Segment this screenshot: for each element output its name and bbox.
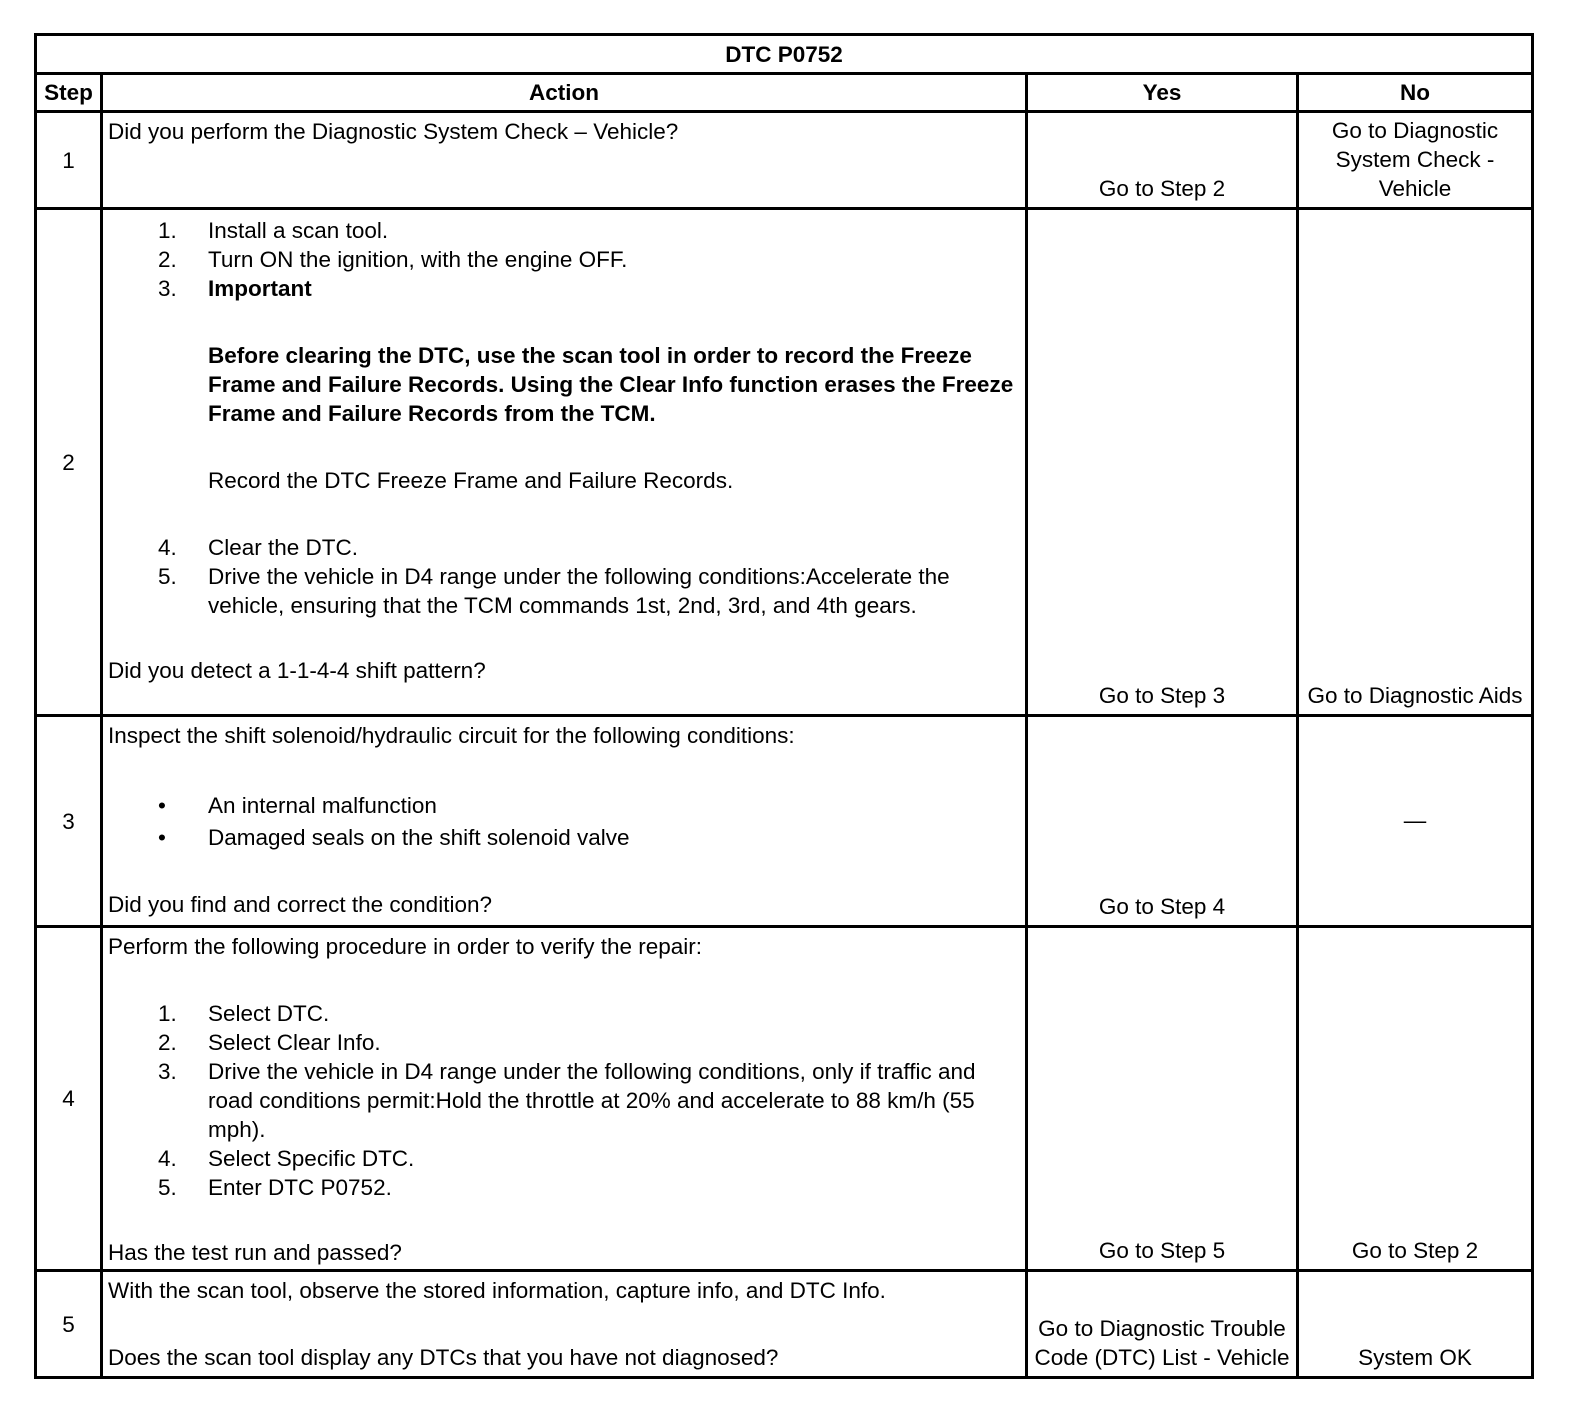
table-title: DTC P0752 [36,35,1533,74]
item-number: 5. [158,1175,177,1200]
header-yes: Yes [1027,74,1298,112]
item-text: Select DTC. [208,1001,330,1026]
procedure-list [108,999,1019,1202]
yes-cell: Go to Step 5 [1027,927,1298,1271]
table-row-step-1 [36,112,1533,209]
step-number: 1 [36,112,102,209]
list-item [158,562,1019,620]
yes-cell: Go to Step 4 [1027,716,1298,927]
item-text: Record the DTC Freeze Frame and Failure Records. [208,468,734,493]
condition-list [108,790,1019,854]
item-text: Drive the vehicle in D4 range under the following conditions, only if traffic and road conditions permit:Hold the throttle at 20% and accelerate to 88 km/h (55 mph). [208,1059,976,1142]
action-intro: Inspect the shift solenoid/hydraulic circuit for the following conditions: [108,723,795,748]
item-number: 2. [158,247,177,272]
item-text: Turn ON the ignition, with the engine OFF. [208,247,628,272]
item-number: 4. [158,535,177,560]
action-cell [102,716,1027,927]
action-cell [102,209,1027,716]
list-item [158,216,1019,245]
item-text: Clear the DTC. [208,535,359,560]
table-title-row [36,35,1533,74]
item-number: 3. [158,1059,177,1084]
table-row-step-4 [36,927,1533,1271]
yes-cell: Go to Step 2 [1027,112,1298,209]
action-cell [102,927,1027,1271]
yes-cell: Go to Step 3 [1027,209,1298,716]
list-item [158,1173,1019,1202]
dtc-table [34,33,1534,1379]
list-item [158,1028,1019,1057]
step-number: 4 [36,927,102,1271]
no-cell: — [1298,716,1533,927]
action-cell [102,1271,1027,1378]
action-cell [102,112,1027,209]
header-step: Step [36,74,102,112]
item-number: 5. [158,564,177,589]
step-number: 5 [36,1271,102,1378]
table-row-step-5 [36,1271,1533,1378]
item-number: 4. [158,1146,177,1171]
item-number: 1. [158,1001,177,1026]
item-text: Select Specific DTC. [208,1146,415,1171]
action-intro: With the scan tool, observe the stored information, capture info, and DTC Info. [108,1278,886,1303]
item-text: Select Clear Info. [208,1030,381,1055]
action-question: Does the scan tool display any DTCs that you have not diagnosed? [108,1345,779,1370]
yes-cell: Go to Diagnostic Trouble Code (DTC) List - Vehicle [1027,1271,1298,1378]
item-text: Install a scan tool. [208,218,389,243]
action-question: Did you find and correct the condition? [108,892,492,917]
table-row-step-3 [36,716,1533,927]
header-row [36,74,1533,112]
step-number: 2 [36,209,102,716]
important-note: Before clearing the DTC, use the scan tool in order to record the Freeze Frame and Failure Records. Using the Clear Info function erases the Freeze Frame and Failure Records from the TCM. [208,343,1014,426]
item-number: 2. [158,1030,177,1055]
header-no: No [1298,74,1533,112]
step-number: 3 [36,716,102,927]
action-intro: Perform the following procedure in order to verify the repair: [108,934,703,959]
action-question: Did you perform the Diagnostic System Check – Vehicle? [108,119,679,144]
list-item [158,999,1019,1028]
item-text: Drive the vehicle in D4 range under the following conditions:Accelerate the vehicle, ensuring that the TCM commands 1st, 2nd, 3rd, and 4th gears. [208,564,950,618]
table-row-step-2 [36,209,1533,716]
action-question: Did you detect a 1-1-4-4 shift pattern? [108,658,486,683]
item-number: 1. [158,218,177,243]
item-number: 3. [158,276,177,301]
no-cell: System OK [1298,1271,1533,1378]
list-item [158,533,1019,562]
list-item [158,1144,1019,1173]
no-cell: Go to Diagnostic Aids [1298,209,1533,716]
list-item [158,1057,1019,1144]
no-cell: Go to Step 2 [1298,927,1533,1271]
no-cell: Go to Diagnostic System Check - Vehicle [1298,112,1533,209]
procedure-list [108,216,1019,620]
action-question: Has the test run and passed? [108,1240,402,1265]
list-item: • Damaged seals on the shift solenoid valve [208,822,1019,854]
item-text: Enter DTC P0752. [208,1175,392,1200]
list-item: • An internal malfunction [208,790,1019,822]
list-item [158,274,1019,495]
list-item [158,245,1019,274]
important-title: Important [208,276,312,301]
header-action: Action [102,74,1027,112]
